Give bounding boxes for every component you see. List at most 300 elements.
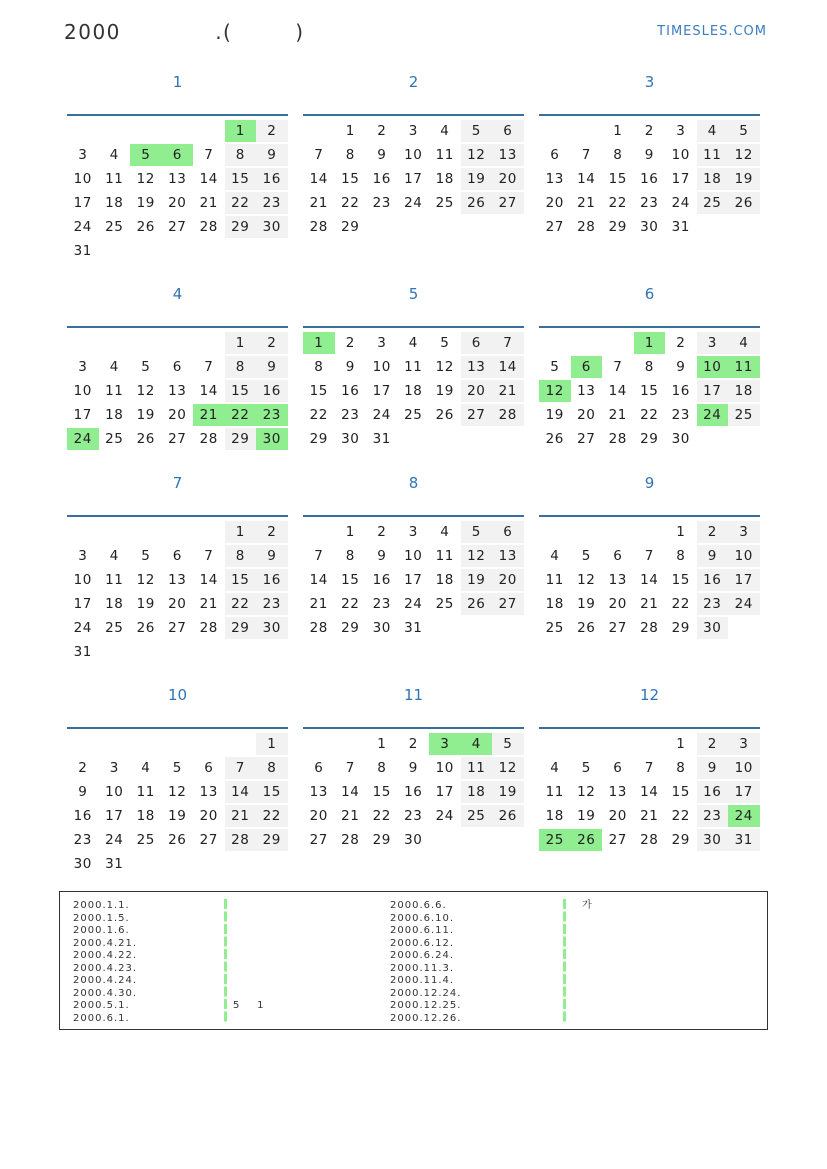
day-cell: 6 <box>492 521 524 543</box>
month-header-rule <box>67 326 288 328</box>
day-cell: 11 <box>545 572 564 588</box>
holiday-date: 2000.11.3. <box>390 962 455 974</box>
day-cell: 30 <box>697 617 729 639</box>
day-cell: 4 <box>440 524 450 540</box>
holiday-day-cell: 6 <box>571 356 603 378</box>
day-cell: 14 <box>199 572 218 588</box>
day-cell: 15 <box>671 572 690 588</box>
day-cell: 22 <box>256 805 288 827</box>
day-cell: 13 <box>461 356 493 378</box>
day-cell: 26 <box>461 192 493 214</box>
day-cell: 9 <box>676 359 686 375</box>
day-cell: 1 <box>377 736 387 752</box>
day-cell: 31 <box>73 644 92 660</box>
month-calendar <box>539 73 760 263</box>
month-title: 3 <box>644 73 655 91</box>
day-cell: 29 <box>341 219 360 235</box>
day-cell: 3 <box>697 332 729 354</box>
page-title: 2000 .( ) <box>64 20 305 44</box>
day-cell: 25 <box>461 805 493 827</box>
holiday-day-cell: 22 <box>225 404 257 426</box>
day-cell: 11 <box>105 383 124 399</box>
month-header-rule <box>303 727 524 729</box>
month-calendar <box>303 73 524 263</box>
holiday-name <box>582 950 593 963</box>
day-cell: 24 <box>73 620 92 636</box>
day-cell: 14 <box>640 784 659 800</box>
day-cell: 6 <box>492 120 524 142</box>
day-cell: 4 <box>141 760 151 776</box>
day-cell: 29 <box>372 832 391 848</box>
day-cell: 14 <box>309 572 328 588</box>
day-cell: 3 <box>728 521 760 543</box>
day-cell: 16 <box>671 383 690 399</box>
day-cell: 20 <box>492 168 524 190</box>
day-cell: 25 <box>136 832 155 848</box>
day-cell: 20 <box>199 808 218 824</box>
day-cell: 8 <box>377 760 387 776</box>
day-cell: 18 <box>461 781 493 803</box>
day-cell: 3 <box>377 335 387 351</box>
day-cell: 13 <box>545 171 564 187</box>
day-cell: 20 <box>577 407 596 423</box>
day-cell: 27 <box>168 219 187 235</box>
day-cell: 14 <box>608 383 627 399</box>
day-cell: 12 <box>136 383 155 399</box>
holiday-date: 2000.4.23. <box>73 962 138 974</box>
day-cell: 26 <box>136 620 155 636</box>
day-cell: 8 <box>345 147 355 163</box>
day-cell: 9 <box>644 147 654 163</box>
day-cell: 13 <box>168 572 187 588</box>
day-cell: 24 <box>404 195 423 211</box>
holiday-marker-bar <box>224 899 227 1023</box>
day-cell: 29 <box>640 431 659 447</box>
day-cell: 25 <box>105 219 124 235</box>
day-cell: 25 <box>728 404 760 426</box>
day-cell: 30 <box>697 829 729 851</box>
day-cell: 3 <box>408 123 418 139</box>
day-cell: 18 <box>105 195 124 211</box>
holiday-date: 2000.5.1. <box>73 1000 130 1011</box>
day-cell: 20 <box>309 808 328 824</box>
day-cell: 5 <box>581 548 591 564</box>
day-cell: 22 <box>372 808 391 824</box>
day-cell: 9 <box>256 545 288 567</box>
day-cell: 15 <box>671 784 690 800</box>
day-cell: 18 <box>136 808 155 824</box>
day-cell: 11 <box>105 572 124 588</box>
day-cell: 17 <box>73 596 92 612</box>
day-cell: 26 <box>492 805 524 827</box>
day-cell: 1 <box>225 521 257 543</box>
day-cell: 23 <box>73 832 92 848</box>
day-cell: 22 <box>671 596 690 612</box>
holiday-date: 2000.12.25. <box>390 1000 462 1011</box>
day-cell: 15 <box>341 572 360 588</box>
day-cell: 16 <box>372 572 391 588</box>
day-cell: 1 <box>676 524 686 540</box>
day-cell: 12 <box>461 144 493 166</box>
month-header-rule <box>67 515 288 517</box>
day-cell: 5 <box>172 760 182 776</box>
holiday-name <box>233 975 264 988</box>
month-calendar <box>539 686 760 876</box>
holiday-name <box>233 925 264 938</box>
day-cell: 27 <box>199 832 218 848</box>
day-cell: 8 <box>676 548 686 564</box>
day-cell: 28 <box>199 620 218 636</box>
month-title: 4 <box>172 285 183 303</box>
day-cell: 14 <box>577 171 596 187</box>
day-cell: 22 <box>225 593 257 615</box>
day-cell: 29 <box>608 219 627 235</box>
day-cell: 9 <box>78 784 88 800</box>
day-cell: 3 <box>676 123 686 139</box>
holiday-date: 2000.4.21. <box>73 937 138 949</box>
holiday-day-cell: 23 <box>256 404 288 426</box>
day-cell: 5 <box>440 335 450 351</box>
day-cell: 16 <box>697 781 729 803</box>
holiday-day-cell: 6 <box>162 144 194 166</box>
holiday-date: 2000.6.12. <box>390 937 455 949</box>
day-cell: 3 <box>408 524 418 540</box>
day-cell: 21 <box>577 195 596 211</box>
holiday-name: 5 1 <box>233 1000 265 1011</box>
holiday-name <box>233 900 264 913</box>
day-cell: 7 <box>345 760 355 776</box>
month-calendar <box>303 686 524 876</box>
month-header-rule <box>539 727 760 729</box>
day-cell: 5 <box>141 548 151 564</box>
day-cell: 23 <box>404 808 423 824</box>
day-cell: 12 <box>728 144 760 166</box>
holiday-name: 가 <box>582 900 593 911</box>
day-cell: 19 <box>461 569 493 591</box>
month-title: 2 <box>408 73 419 91</box>
month-calendar <box>303 474 524 664</box>
day-cell: 4 <box>408 335 418 351</box>
day-cell: 24 <box>105 832 124 848</box>
day-cell: 11 <box>697 144 729 166</box>
day-cell: 23 <box>671 407 690 423</box>
day-cell: 4 <box>728 332 760 354</box>
day-cell: 23 <box>372 596 391 612</box>
holiday-name <box>233 938 264 951</box>
day-cell: 6 <box>314 760 324 776</box>
day-cell: 20 <box>168 407 187 423</box>
day-cell: 24 <box>671 195 690 211</box>
day-cell: 19 <box>492 781 524 803</box>
day-cell: 15 <box>225 380 257 402</box>
day-cell: 5 <box>581 760 591 776</box>
day-cell: 10 <box>435 760 454 776</box>
day-cell: 18 <box>435 572 454 588</box>
month-calendar <box>303 285 524 475</box>
day-cell: 17 <box>728 569 760 591</box>
holiday-name <box>582 925 593 938</box>
month-calendar <box>67 285 288 475</box>
day-cell: 21 <box>199 596 218 612</box>
day-cell: 14 <box>492 356 524 378</box>
day-cell: 18 <box>697 168 729 190</box>
day-cell: 16 <box>697 569 729 591</box>
month-title: 9 <box>644 474 655 492</box>
day-cell: 11 <box>435 147 454 163</box>
day-cell: 20 <box>168 596 187 612</box>
day-cell: 3 <box>109 760 119 776</box>
month-calendar <box>539 474 760 664</box>
day-cell: 25 <box>105 620 124 636</box>
day-cell: 23 <box>697 805 729 827</box>
day-cell: 24 <box>435 808 454 824</box>
day-cell: 25 <box>105 431 124 447</box>
day-cell: 16 <box>256 380 288 402</box>
day-cell: 16 <box>404 784 423 800</box>
day-cell: 15 <box>225 569 257 591</box>
day-cell: 25 <box>435 195 454 211</box>
holiday-date: 2000.6.1. <box>73 1012 130 1024</box>
day-cell: 1 <box>225 332 257 354</box>
day-cell: 28 <box>225 829 257 851</box>
holiday-day-cell: 3 <box>429 733 461 755</box>
day-cell: 29 <box>256 829 288 851</box>
day-cell: 10 <box>73 572 92 588</box>
day-cell: 5 <box>461 521 493 543</box>
month-title: 5 <box>408 285 419 303</box>
day-cell: 12 <box>435 359 454 375</box>
day-cell: 3 <box>78 548 88 564</box>
holiday-name <box>582 1000 593 1013</box>
day-cell: 22 <box>309 407 328 423</box>
day-cell: 2 <box>377 123 387 139</box>
day-cell: 21 <box>640 808 659 824</box>
day-cell: 19 <box>545 407 564 423</box>
day-cell: 22 <box>341 596 360 612</box>
day-cell: 21 <box>341 808 360 824</box>
day-cell: 17 <box>73 195 92 211</box>
holiday-day-cell: 12 <box>539 380 571 402</box>
day-cell: 22 <box>640 407 659 423</box>
day-cell: 4 <box>109 359 119 375</box>
day-cell: 15 <box>309 383 328 399</box>
day-cell: 28 <box>341 832 360 848</box>
month-title: 1 <box>172 73 183 91</box>
day-cell: 2 <box>256 120 288 142</box>
holiday-name <box>233 1013 264 1026</box>
day-cell: 25 <box>545 620 564 636</box>
day-cell: 19 <box>577 808 596 824</box>
day-cell: 11 <box>404 359 423 375</box>
holiday-date: 2000.4.24. <box>73 975 138 986</box>
day-cell: 15 <box>640 383 659 399</box>
day-cell: 18 <box>728 380 760 402</box>
day-cell: 30 <box>73 856 92 872</box>
day-cell: 14 <box>199 383 218 399</box>
day-cell: 2 <box>697 521 729 543</box>
day-cell: 7 <box>613 359 623 375</box>
day-cell: 30 <box>404 832 423 848</box>
day-cell: 26 <box>577 620 596 636</box>
day-cell: 17 <box>105 808 124 824</box>
day-cell: 9 <box>697 757 729 779</box>
day-cell: 19 <box>136 195 155 211</box>
month-calendar <box>539 285 760 475</box>
day-cell: 19 <box>435 383 454 399</box>
holiday-day-cell: 1 <box>303 332 335 354</box>
day-cell: 27 <box>168 431 187 447</box>
brand-logo[interactable]: TIMESLES.COM <box>657 24 767 39</box>
day-cell: 25 <box>404 407 423 423</box>
day-cell: 31 <box>73 243 92 259</box>
day-cell: 15 <box>256 781 288 803</box>
day-cell: 18 <box>105 596 124 612</box>
day-cell: 5 <box>550 359 560 375</box>
day-cell: 26 <box>136 219 155 235</box>
holiday-date: 2000.12.24. <box>390 987 462 999</box>
day-cell: 23 <box>372 195 391 211</box>
holiday-name <box>233 963 264 976</box>
day-cell: 9 <box>408 760 418 776</box>
holiday-name <box>233 913 264 926</box>
holiday-name <box>582 913 593 926</box>
day-cell: 10 <box>728 545 760 567</box>
holiday-date: 2000.1.5. <box>73 912 130 924</box>
day-cell: 18 <box>545 596 564 612</box>
day-cell: 28 <box>492 404 524 426</box>
day-cell: 26 <box>435 407 454 423</box>
day-cell: 18 <box>545 808 564 824</box>
day-cell: 28 <box>640 620 659 636</box>
day-cell: 11 <box>435 548 454 564</box>
day-cell: 10 <box>73 171 92 187</box>
day-cell: 26 <box>168 832 187 848</box>
day-cell: 28 <box>309 620 328 636</box>
holiday-day-cell: 21 <box>193 404 225 426</box>
day-cell: 21 <box>309 596 328 612</box>
day-cell: 4 <box>550 548 560 564</box>
day-cell: 27 <box>492 593 524 615</box>
month-title: 10 <box>167 686 188 704</box>
holiday-date: 2000.12.26. <box>390 1012 462 1024</box>
holiday-list <box>59 891 768 1030</box>
day-cell: 10 <box>73 383 92 399</box>
day-cell: 31 <box>404 620 423 636</box>
day-cell: 9 <box>256 144 288 166</box>
day-cell: 12 <box>492 757 524 779</box>
day-cell: 15 <box>341 171 360 187</box>
month-calendar <box>67 73 288 263</box>
day-cell: 24 <box>404 596 423 612</box>
day-cell: 11 <box>136 784 155 800</box>
holiday-day-cell: 4 <box>461 733 493 755</box>
day-cell: 13 <box>168 383 187 399</box>
day-cell: 7 <box>225 757 257 779</box>
day-cell: 27 <box>577 431 596 447</box>
day-cell: 9 <box>697 545 729 567</box>
day-cell: 13 <box>608 784 627 800</box>
day-cell: 17 <box>728 781 760 803</box>
day-cell: 8 <box>225 144 257 166</box>
month-header-rule <box>539 326 760 328</box>
day-cell: 4 <box>550 760 560 776</box>
day-cell: 2 <box>644 123 654 139</box>
day-cell: 23 <box>256 192 288 214</box>
day-cell: 2 <box>377 524 387 540</box>
day-cell: 17 <box>372 383 391 399</box>
day-cell: 10 <box>404 147 423 163</box>
day-cell: 29 <box>225 617 257 639</box>
holiday-day-cell: 10 <box>697 356 729 378</box>
holiday-day-cell: 5 <box>130 144 162 166</box>
month-title: 7 <box>172 474 183 492</box>
day-cell: 31 <box>728 829 760 851</box>
day-cell: 12 <box>577 784 596 800</box>
day-cell: 17 <box>671 171 690 187</box>
day-cell: 13 <box>309 784 328 800</box>
day-cell: 6 <box>172 359 182 375</box>
holiday-name <box>582 938 593 951</box>
day-cell: 1 <box>345 524 355 540</box>
month-calendar <box>67 686 288 876</box>
day-cell: 8 <box>345 548 355 564</box>
day-cell: 1 <box>256 733 288 755</box>
day-cell: 7 <box>314 147 324 163</box>
holiday-date: 2000.6.6. <box>390 900 447 911</box>
day-cell: 18 <box>404 383 423 399</box>
day-cell: 1 <box>676 736 686 752</box>
day-cell: 12 <box>577 572 596 588</box>
day-cell: 9 <box>377 147 387 163</box>
day-cell: 7 <box>204 147 214 163</box>
month-header-rule <box>67 727 288 729</box>
day-cell: 4 <box>109 548 119 564</box>
holiday-dates-left <box>73 900 137 1025</box>
day-cell: 2 <box>78 760 88 776</box>
day-cell: 2 <box>676 335 686 351</box>
day-cell: 11 <box>105 171 124 187</box>
day-cell: 8 <box>613 147 623 163</box>
day-cell: 26 <box>461 593 493 615</box>
day-cell: 26 <box>728 192 760 214</box>
day-cell: 15 <box>372 784 391 800</box>
day-cell: 20 <box>608 808 627 824</box>
holiday-name <box>233 950 264 963</box>
day-cell: 23 <box>256 593 288 615</box>
holiday-day-cell: 30 <box>256 428 288 450</box>
day-cell: 2 <box>256 521 288 543</box>
day-cell: 21 <box>608 407 627 423</box>
holiday-name <box>582 975 593 988</box>
day-cell: 9 <box>377 548 387 564</box>
day-cell: 16 <box>372 171 391 187</box>
day-cell: 15 <box>225 168 257 190</box>
day-cell: 16 <box>341 383 360 399</box>
day-cell: 6 <box>613 548 623 564</box>
holiday-date: 2000.1.1. <box>73 900 130 911</box>
day-cell: 21 <box>225 805 257 827</box>
holiday-dates-right <box>390 900 461 1025</box>
day-cell: 26 <box>545 431 564 447</box>
day-cell: 20 <box>608 596 627 612</box>
holiday-name <box>582 963 593 976</box>
month-title: 11 <box>403 686 424 704</box>
day-cell: 8 <box>314 359 324 375</box>
day-cell: 19 <box>168 808 187 824</box>
holiday-date: 2000.11.4. <box>390 975 455 986</box>
day-cell: 6 <box>204 760 214 776</box>
month-title: 6 <box>644 285 655 303</box>
